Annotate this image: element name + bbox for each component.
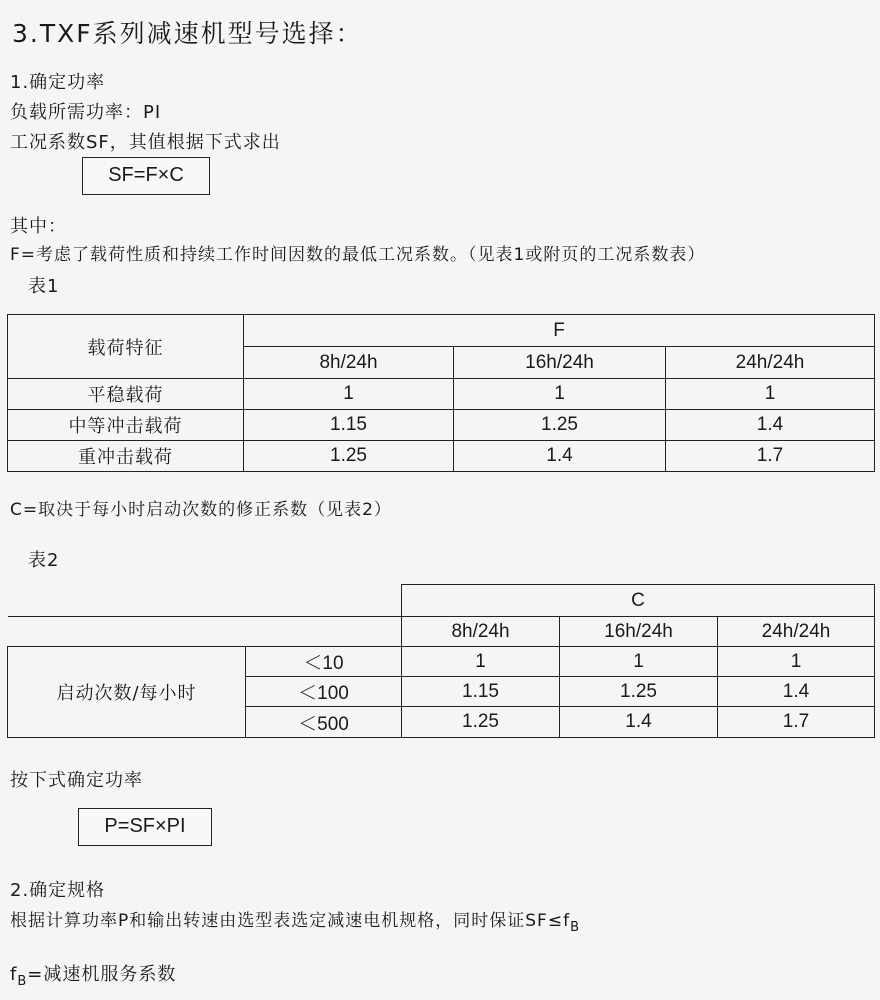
table2-cell: 1.7 xyxy=(718,707,875,738)
power-intro: 按下式确定功率 xyxy=(10,770,143,791)
table2-col-header: 16h/24h xyxy=(560,617,718,647)
table2-row-label: ＜10 xyxy=(246,647,402,677)
table1-cell: 1.4 xyxy=(454,441,666,472)
fb-subscript: B xyxy=(17,974,28,989)
table2-group-header: C xyxy=(402,585,875,617)
section2-heading: 2.确定规格 xyxy=(10,880,106,901)
table2-cell: 1.15 xyxy=(402,677,560,707)
table1-group-header: F xyxy=(244,315,875,347)
table2-row-label: ＜500 xyxy=(246,707,402,738)
table-row xyxy=(8,647,875,677)
table2 xyxy=(7,584,875,738)
table2-row-group: 启动次数/每小时 xyxy=(8,647,246,738)
table2-empty-corner xyxy=(8,585,402,617)
f-definition: F=考虑了载荷性质和持续工作时间因数的最低工况系数。（见表1或附页的工况系数表） xyxy=(10,245,706,265)
table1-row-header: 载荷特征 xyxy=(8,315,244,379)
table1-cell: 1 xyxy=(244,379,454,410)
table1-row-label: 重冲击载荷 xyxy=(8,441,244,472)
table1-col-header: 8h/24h xyxy=(244,347,454,379)
fb-symbol: f xyxy=(10,964,18,985)
table2-col-header: 24h/24h xyxy=(718,617,875,647)
table2-cell: 1.4 xyxy=(718,677,875,707)
table2-col-header: 8h/24h xyxy=(402,617,560,647)
c-definition: C=取决于每小时启动次数的修正系数（见表2） xyxy=(10,500,392,520)
table-row xyxy=(8,379,875,410)
table2-cell: 1 xyxy=(718,647,875,677)
spec-line-text: 根据计算功率P和输出转速由选型表选定减速电机规格，同时保证SF≤f xyxy=(10,911,571,931)
spec-line xyxy=(10,906,580,935)
table2-row-label: ＜100 xyxy=(246,677,402,707)
where-label: 其中： xyxy=(10,216,67,237)
page-title: 3.TXF系列减速机型号选择： xyxy=(12,19,363,48)
table1-col-header: 24h/24h xyxy=(666,347,875,379)
table2-cell: 1 xyxy=(402,647,560,677)
table2-cell: 1.25 xyxy=(402,707,560,738)
table1-cell: 1.15 xyxy=(244,410,454,441)
table1-label: 表1 xyxy=(28,276,60,297)
table1-cell: 1.25 xyxy=(244,441,454,472)
table2-label: 表2 xyxy=(28,550,60,571)
sf-formula-box: SF=F×C xyxy=(82,157,210,195)
sf-intro-line: 工况系数SF，其值根据下式求出 xyxy=(10,132,281,153)
table1 xyxy=(7,314,875,472)
table2-empty-corner xyxy=(8,617,402,647)
fb-definition xyxy=(10,960,176,989)
table1-row-label: 平稳载荷 xyxy=(8,379,244,410)
table1-cell: 1.25 xyxy=(454,410,666,441)
table2-cell: 1.25 xyxy=(560,677,718,707)
table1-row-label: 中等冲击载荷 xyxy=(8,410,244,441)
fb-text: =减速机服务系数 xyxy=(27,964,177,985)
spec-line-subscript: B xyxy=(570,920,580,935)
table2-cell: 1 xyxy=(560,647,718,677)
table2-cell: 1.4 xyxy=(560,707,718,738)
table1-col-header: 16h/24h xyxy=(454,347,666,379)
table1-cell: 1.7 xyxy=(666,441,875,472)
section1-heading: 1.确定功率 xyxy=(10,72,106,93)
table-row xyxy=(8,410,875,441)
table1-cell: 1 xyxy=(666,379,875,410)
load-power-line: 负载所需功率：PI xyxy=(10,102,162,123)
table-row xyxy=(8,441,875,472)
table1-cell: 1.4 xyxy=(666,410,875,441)
p-formula-box: P=SF×PI xyxy=(78,808,212,846)
table1-cell: 1 xyxy=(454,379,666,410)
